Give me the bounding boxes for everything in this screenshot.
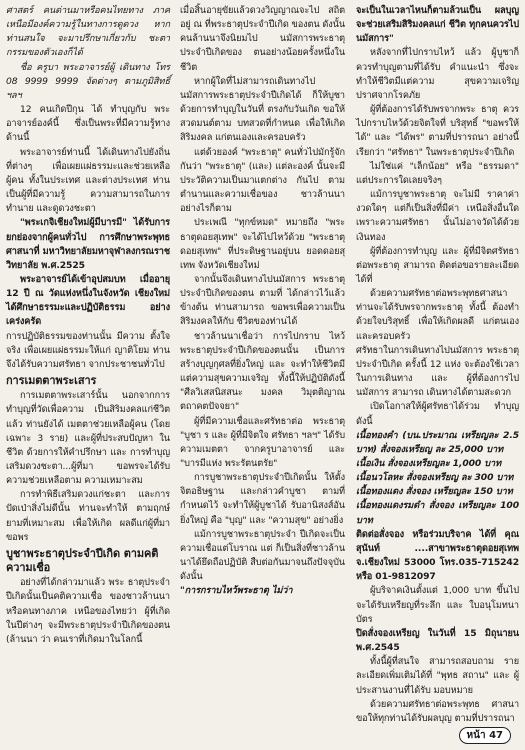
page-number-badge: หน้า 47 [459, 727, 511, 744]
paragraph: แต่ด้วยองค์ "พระธาตุ" คนทั่วไปมักรู้จักกันว่า "พระธาตุ" (และ) แต่ละองค์ นั้นจะมีประวัติความเป็นมาแตกต่าง กันไป ตามตำนานและความเชื่อของ ชาวล้านนา อย่างไรก็ตาม [180, 146, 345, 215]
paragraph: ด้วยความศรัทธาต่อพระพุทธศาสนา ท่านจะได้รับพรจากพระธาตุ ทั้งนี้ ต้องทำด้วยใจบริสุทธิ์ เพื่อให้เกิดผลดี แก่ตนเองและครอบครัว [356, 288, 519, 342]
paragraph: "พระเกจิเชียงใหม่ผู้มีบารมี" ได้รับการยกย่องจากผู้คนทั่วไป การศึกษาพระพุทธศาสนาที่ มหาวิทยาลัยมหาจุฬาลงกรณราชวิทยาลัย พ.ศ.2525 [6, 217, 170, 271]
paragraph: เมื่อสิ้นอายุขัยแล้วดวงวิญญาณจะไป สถิตอยู่ ณ ที่พระธาตุประจำปีเกิด ของตน ดังนั้นคนล้านนาจึงนิยมไป นมัสการพระธาตุประจำปีเกิดของ ตนอย่างน้อยครั้งหนึ่งในชีวิต [180, 5, 346, 73]
paragraph: เนื้อทองแดงรมดำ สั่งจอง เหรียญละ 100 บาท [356, 500, 519, 526]
section-heading: บูชาพระธาตุประจำปีเกิด ตามคติความเชื่อ [6, 546, 159, 575]
paragraph: ชาวล้านนาเชื่อว่า การไปกราบ ไหว้พระธาตุประจำปีเกิดของตนนั้น เป็นการสร้างบุญกุศลที่ยิ่งใหญ่ และ จะทำให้ชีวิตมีแต่ความสุขความเจริญ ทั้งนี้ให้ปฏิบัติดังนี้ "ศีลวิเสสนิสสนะ มงคล วิมุตติญาณ ตถาคตปัจจยา" [180, 330, 345, 413]
paragraph: การทำพิธีเสริมดวงแก่ชะตา และการปัดเป่าสิ่งไม่ดีนั้น ท่านจะทำให้ ตามฤกษ์ยามที่เหมาะสม เพื่อให้เกิด ผลดีแก่ผู้ที่มาขอพร [6, 489, 170, 543]
paragraph: ติดต่อสั่งจอง หรือร่วมบริจาค ได้ที่ คุณสุนันท์ ....สาขาพระธาตุดอยสุเทพ จ.เชียงใหม่ 53000 โทร.035-715242 หรือ 01-9812097 [356, 528, 519, 583]
paragraph: การเมตตาพระเสาร์นั้น นอกจากการทำบุญที่วัดเพื่อความ เป็นสิริมงคลแก่ชีวิตแล้ว ท่านยังได้ เมตตาช่วยเหลือผู้คน (โดยเฉพาะ 3 ราย) และผู้ที่ประสบปัญหา ในชีวิต ด้วยการให้คำปรึกษา และ การทำบุญเสริมดวงชะตา...ผู้ที่มา ขอพรจะได้รับความช่วยเหลือตาม ความเหมาะสม [6, 390, 170, 487]
paragraph: พระอาจารย์ได้เข้าอุปสมบท เมื่ออายุ 12 ปี ณ วัดแห่งหนึ่งในจังหวัด เชียงใหม่ ได้ศึกษาธรรมะและปฏิบัติธรรม อย่างเคร่งครัด [6, 273, 170, 328]
paragraph: ผู้ที่มีความเชื่อและศรัทธาต่อ พระธาตุ "บูชา ร และ ผู้ที่มีจิตใจ ศรัทธา ฯลฯ" ได้รับความเมตตา จากครูบาอาจารย์ และ "บารมีแห่ง พระรัตนตรัย" [180, 415, 345, 469]
paragraph: แม้การบูชาพระธาตุ จะไม่มี ราคาค่างวดใดๆ แต่ก็เป็นสิ่งที่มีค่า เหนือสิ่งอื่นใด เพราะความศรัทธา นั้นไม่อาจวัดได้ด้วยเงินทอง [356, 189, 519, 243]
section-heading: การเมตตาพระเสาร [6, 374, 97, 388]
paragraph: ชื่อ ครูบา พระอาจารย์ผู้ เดินทาง โทร 08 9999 9999 จัดต่างๆ ตามภูมิสิทธิ์ ฯลฯ [6, 61, 170, 101]
paragraph: ผู้บริจาคเงินตั้งแต่ 1,000 บาท ขึ้นไป จะได้รับเหรียญที่ระลึก และ ใบอนุโมทนาบัตร [356, 585, 519, 625]
paragraph: การบูชาพระธาตุประจำปีเกิดนั้น ให้ตั้งจิตอธิษฐาน และกล่าวคำบูชา ตามที่กำหนดไว้ จะทำให้ผู้บูชาได้ รับอานิสงส์อันยิ่งใหญ่ คือ "บุญ" และ "ความสุข" อย่างยิ่ง [180, 472, 345, 526]
paragraph: ทั้งนี้ผู้ที่สนใจ สามารถสอบถาม รายละเอียดเพิ่มเติมได้ที่ "พุทธ สถาน" และ ผู้ประสานงานที่ได้รับ มอบหมาย [356, 656, 519, 696]
paragraph: ปิดสั่งจองเหรียญ ในวันที่ 15 มิถุนายน พ.ศ.2545 [356, 627, 519, 654]
paragraph: จะเป็นในเวลาไหนก็ตามล้วนเป็น ผลบุญ จะช่วยเสริมสิริมงคลแก่ ชีวิต ทุกคนควรไปนมัสการ" [356, 5, 519, 45]
magazine-page [4, 4, 521, 746]
text-column-3 [356, 4, 519, 726]
paragraph: ประเพณี "ทุกข์หมด" หมายถึง "พระธาตุดอยสุเทพ" จะได้ไปไหว้ด้วย "พระธาตุ ดอยสุเทพ" ที่ประดิษฐานอยู่บน ยอดดอยสุเทพ จังหวัดเชียงใหม่ [180, 217, 345, 271]
paragraph: การปฏิบัติธรรมของท่านนั้น มีความ ตั้งใจจริง เพื่อเผยแผ่ธรรมะให้แก่ ญาติโยม ท่านจึงได้รับความศรัทธา จากประชาชนทั่วไป [6, 330, 170, 370]
paragraph: ศาสตร์ คนด่านมาหรือคนไทยทาง ภาคเหนือมีองค์ความรู้ในทางการดูดวง หากท่านสนใจ จะมาปรึกษาเกี่ยวกับ ชะตากรรมของตัวเองก็ได้ [6, 5, 170, 59]
paragraph: เปิดโอกาสให้ผู้ศรัทธาได้ร่วม ทำบุญ ดังนี้ [356, 401, 519, 427]
paragraph: "การกราบไหว้พระธาตุ ไม่ว่า [180, 585, 293, 597]
text-column-1 [6, 4, 170, 647]
paragraph: หากผู้ใดที่ไม่สามารถเดินทางไป นมัสการพระธาตุประจำปีเกิดได้ ก็ให้บูชาด้วยการทำบุญในวันที่ ตรงกับวันเกิด ขอให้สวดมนต์ตาม บทสวดที่กำหนด เพื่อให้เกิดสิริมงคล แก่ตนเองและครอบครัว [180, 75, 345, 144]
paragraph: พระอาจารย์ท่านนี้ ได้เดินทางไปยังถิ่นที่ต่างๆ เพื่อเผยแผ่ธรรมะและช่วยเหลือผู้คน ทั้งในประเทศ และต่างประเทศ ท่านเป็นผู้ที่มีความรู้ ความสามารถในการทำนาย และดูดวงชะตา [6, 146, 170, 215]
paragraph: ศรัทธาในการเดินทางไปนมัสการ พระธาตุประจำปีเกิด ครั้งนี้ 12 แห่ง จะต้องใช้เวลาในการเดินทาง และ ผู้ที่ต้องการไปนมัสการ สามารถ เดินทางได้ตามสะดวก [356, 344, 519, 399]
text-column-2 [180, 4, 345, 599]
paragraph: เนื้อทองแดง สั่งจอง เหรียญละ 150 บาท [356, 486, 513, 498]
paragraph: ผู้ที่ต้องการได้รับพรจากพระ ธาตุ ควรไปกราบไหว้ด้วยจิตใจที่ บริสุทธิ์ "ขอพรให้ได้" และ "ได้พร" ตามที่ปรารถนา อย่างนี้เรียกว่า "ศรัทธา" ในพระธาตุประจำปีเกิด [356, 104, 519, 158]
paragraph: เนื้อเงิน สั่งจองเหรียญละ 1,000 บาท [356, 458, 502, 469]
paragraph: เนื้อนวโลหะ สั่งจองเหรียญ ละ 300 บาท [356, 472, 514, 484]
paragraph: หลังจากที่ไปกราบไหว้ แล้ว ผู้บูชาก็ควรทำบุญตามที่ได้รับ คำแนะนำ ซึ่งจะทำให้ชีวิตมีแต่ความ สุขความเจริญ ปราศจากโรคภัย [356, 47, 519, 101]
paragraph: เนื้อทองคำ (บน.ประมาณ เหรียญละ 2.5 บาท) สั่งจองเหรียญ ละ 25,000 บาท [356, 429, 519, 455]
paragraph: 12 คนเกิดปีกุน ได้ ทำบุญกับ พระอาจารย์องค์นี้ ซึ่งเป็นพระที่มีความรู้ทางด้านนี้ [6, 104, 170, 144]
paragraph: ไม่ใช่แค่ "เล็กน้อย" หรือ "ธรรมดา" แต่ประการใดเลยจริงๆ [356, 160, 519, 186]
paragraph: ผู้ที่ต้องการทำบุญ และ ผู้ที่มีจิตศรัทธาต่อพระธาตุ สามารถ ติดต่อขอรายละเอียดได้ที่ [356, 245, 519, 285]
paragraph: จากนั้นจึงเดินทางไปนมัสการ พระธาตุประจำปีเกิดของตน ตามที่ ได้กล่าวไว้แล้วข้างต้น ท่านสามารถ ขอพรเพื่อความเป็นสิริมงคลให้กับ ชีวิตของท่านได้ [180, 273, 345, 328]
paragraph: อย่างที่ได้กล่าวมาแล้ว พระ ธาตุประจำปีเกิดนั้นเป็นคติความเชื่อ ของชาวล้านนา หรือคนทางภาค เหนือของไทยว่า ผู้ที่เกิดในปีต่างๆ จะมีพระธาตุประจำปีเกิดของตน (ล้านนา ว่า คนเราที่เกิดมาในโลกนี้ [6, 577, 170, 645]
paragraph: แม้การบูชาพระธาตุประจำ ปีเกิดจะเป็นความเชื่อแต่โบราณ แต่ ก็เป็นสิ่งที่ชาวล้านนาได้ยึดถือปฏิบัติ สืบต่อกันมาจนถึงปัจจุบัน ดังนั้น [180, 528, 345, 583]
paragraph: ด้วยความศรัทธาต่อพระพุทธ ศาสนา ขอให้ทุกท่านได้รับผลบุญ ตามที่ปรารถนา [356, 698, 519, 724]
